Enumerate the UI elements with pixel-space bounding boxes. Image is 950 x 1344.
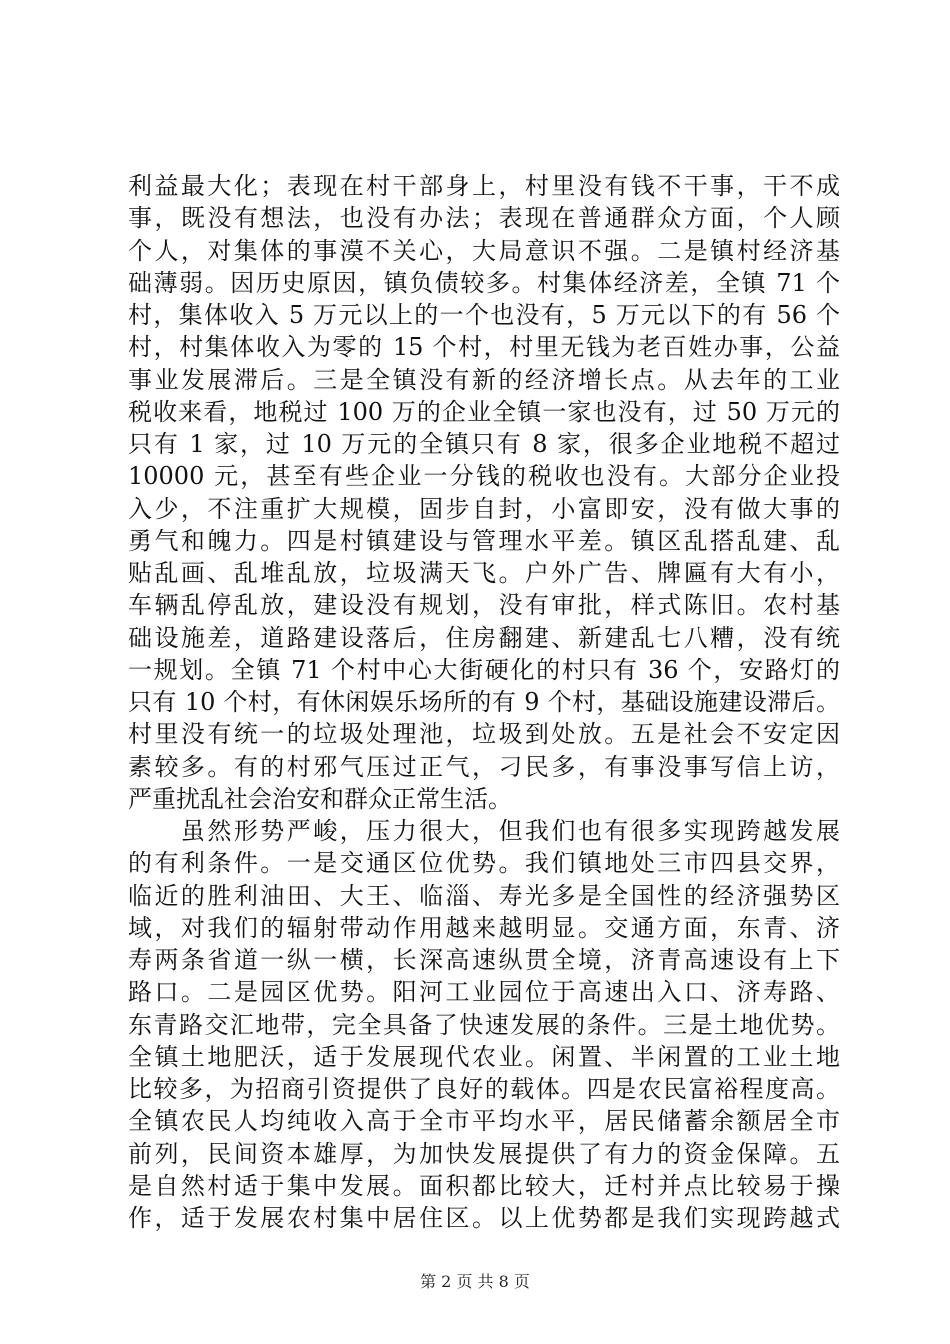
text-line: 入少，不注重扩大规模，固步自封，小富即安，没有做大事的 bbox=[128, 494, 840, 523]
text-line: 个人，对集体的事漠不关心，大局意识不强。二是镇村经济基 bbox=[128, 236, 840, 265]
paragraph-end-line: 严重扰乱社会治安和群众正常生活。 bbox=[128, 784, 512, 813]
text-line: 寿两条省道一纵一横，长深高速纵贯全境，济青高速设有上下 bbox=[128, 946, 840, 974]
text-line: 10000 元，甚至有些企业一分钱的税收也没有。大部分企业投 bbox=[128, 462, 840, 491]
text-line: 利益最大化；表现在村干部身上，村里没有钱不干事，干不成 bbox=[128, 172, 840, 200]
paragraph-start-line: 虽然形势严峻，压力很大，但我们也有很多实现跨越发展 bbox=[128, 817, 840, 845]
body-text bbox=[128, 170, 840, 1234]
text-line: 只有 1 家，过 10 万元的全镇只有 8 家，很多企业地税不超过 bbox=[128, 430, 840, 458]
text-line: 税收来看，地税过 100 万的企业全镇一家也没有，过 50 万元的 bbox=[128, 397, 840, 426]
text-line: 只有 10 个村，有休闲娱乐场所的有 9 个村，基础设施建设滞后。 bbox=[128, 688, 840, 716]
text-line: 是自然村适于集中发展。面积都比较大，迁村并点比较易于操 bbox=[128, 1171, 840, 1200]
text-line: 础设施差，道路建设落后，住房翻建、新建乱七八糟，没有统 bbox=[128, 623, 840, 652]
text-line: 事业发展滞后。三是全镇没有新的经济增长点。从去年的工业 bbox=[128, 365, 840, 394]
text-line: 前列，民间资本雄厚，为加快发展提供了有力的资金保障。五 bbox=[128, 1139, 840, 1168]
text-line: 路口。二是园区优势。阳河工业园位于高速出入口、济寿路、 bbox=[128, 978, 840, 1007]
text-line: 全镇土地肥沃，适于发展现代农业。闲置、半闲置的工业土地 bbox=[128, 1042, 840, 1071]
text-line: 村里没有统一的垃圾处理池，垃圾到处放。五是社会不安定因 bbox=[128, 720, 840, 749]
page-number-footer: 第 2 页 共 8 页 bbox=[420, 1272, 530, 1291]
text-line: 全镇农民人均纯收入高于全市平均水平，居民储蓄余额居全市 bbox=[128, 1107, 840, 1136]
text-line: 一规划。全镇 71 个村中心大街硬化的村只有 36 个，安路灯的 bbox=[128, 655, 840, 684]
text-line: 村，村集体收入为零的 15 个村，村里无钱为老百姓办事，公益 bbox=[128, 333, 840, 362]
text-line: 东青路交汇地带，完全具备了快速发展的条件。三是土地优势。 bbox=[128, 1010, 840, 1039]
text-line: 临近的胜利油田、大王、临淄、寿光多是全国性的经济强势区 bbox=[128, 881, 840, 910]
text-line: 比较多，为招商引资提供了良好的载体。四是农民富裕程度高。 bbox=[128, 1075, 840, 1103]
text-line: 车辆乱停乱放，建设没有规划，没有审批，样式陈旧。农村基 bbox=[128, 591, 840, 620]
text-line: 勇气和魄力。四是村镇建设与管理水平差。镇区乱搭乱建、乱 bbox=[128, 526, 840, 555]
text-line: 的有利条件。一是交通区位优势。我们镇地处三市四县交界， bbox=[128, 849, 840, 878]
text-line: 贴乱画、乱堆乱放，垃圾满天飞。户外广告、牌匾有大有小， bbox=[128, 559, 840, 587]
text-line: 村，集体收入 5 万元以上的一个也没有，5 万元以下的有 56 个 bbox=[128, 301, 840, 329]
text-line: 作，适于发展农村集中居住区。以上优势都是我们实现跨越式 bbox=[128, 1204, 840, 1232]
text-line: 础薄弱。因历史原因，镇负债较多。村集体经济差，全镇 71 个 bbox=[128, 268, 840, 297]
text-line: 域，对我们的辐射带动作用越来越明显。交通方面，东青、济 bbox=[128, 913, 840, 942]
text-line: 事，既没有想法，也没有办法；表现在普通群众方面，个人顾 bbox=[128, 204, 840, 233]
text-line: 素较多。有的村邪气压过正气，刁民多，有事没事写信上访， bbox=[128, 752, 840, 781]
